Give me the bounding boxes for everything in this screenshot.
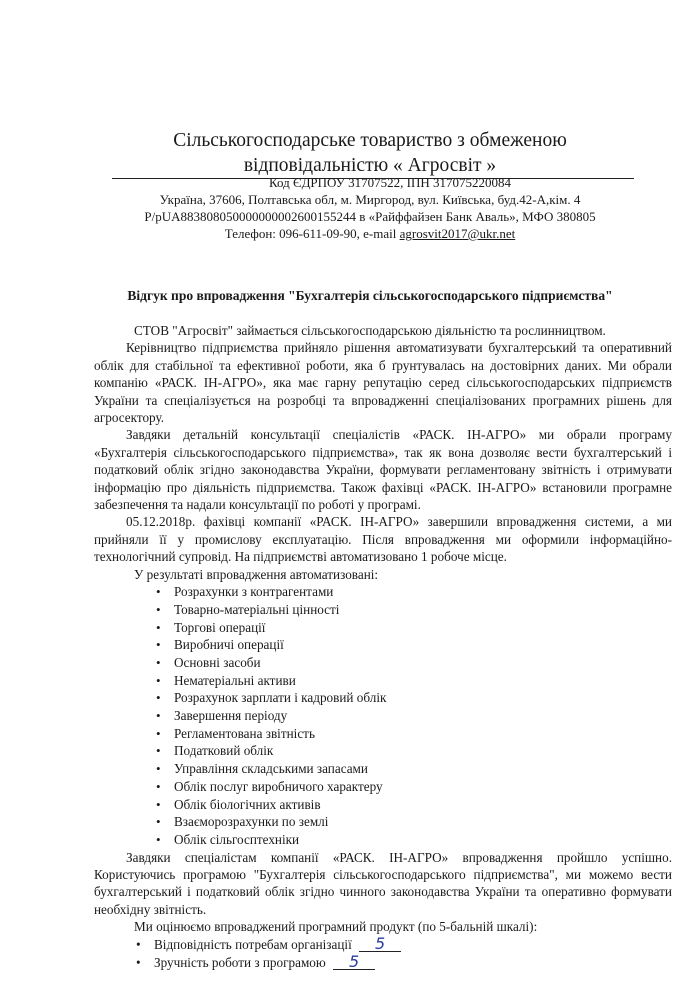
letter-body xyxy=(94,322,672,972)
company-contacts xyxy=(100,225,640,242)
list-item: • Основні засоби xyxy=(156,654,672,672)
company-name xyxy=(110,128,630,178)
ratings-list xyxy=(94,933,672,972)
company-address: Україна, 37606, Полтавська обл, м. Миргород, вул. Київська, буд.42-А,кім. 4 xyxy=(159,192,581,207)
list-item: • Взаєморозрахунки по землі xyxy=(156,813,672,831)
rating-score: 5 xyxy=(333,955,375,970)
paragraph-automated-heading: У результаті впровадження автоматизовані: xyxy=(134,566,379,582)
company-email: agrosvit2017@ukr.net xyxy=(399,226,516,241)
list-item: • Облік послуг виробничого характеру xyxy=(156,778,672,796)
paragraph-decision: Керівництво підприємства прийняло рішення автоматизувати бухгалтерський та оперативний облік для стабільної та ефективної роботи, яка б ґрунтувалась на достовірних даних. Ми обрали компанію «РАСК. ІН-АГРО», яка має гарну репутацію серед сільськогосподарських підприємств України та спеціалізується на розробці та впровадженні спеціалізованих програмних рішень для агросектору. xyxy=(94,340,672,426)
rating-label: Зручність роботи з програмою xyxy=(154,954,326,970)
company-name-line1: Сільськогосподарське товариство з обмеженою xyxy=(173,130,567,151)
paragraph-rating-heading: Ми оцінюємо впроваджений програмний продукт (по 5-бальній шкалі): xyxy=(134,919,538,935)
list-item: • Торгові операції xyxy=(156,619,672,637)
document-title: Відгук про впровадження "Бухгалтерія сільськогосподарського підприємства" xyxy=(127,288,613,303)
company-phone: Телефон: 096-611-09-90, e-mail xyxy=(224,226,397,241)
rating-item xyxy=(136,951,672,972)
paragraph-implementation: 05.12.2018р. фахівці компанії «РАСК. ІН-АГРО» завершили впровадження системи, а ми прийняли її у промислову експлуатацію. Після впровадження ми оформили інформаційно-технологічний супровід. На підприємстві автоматизовано 1 робоче місце. xyxy=(94,514,672,565)
company-codes: Код ЄДРПОУ 31707522, ІПН 317075220084 xyxy=(268,175,512,190)
rating-item xyxy=(136,933,672,954)
list-item: • Нематеріальні активи xyxy=(156,672,672,690)
list-item: • Товарно-матеріальні цінності xyxy=(156,601,672,619)
list-item: • Облік сільгосптехніки xyxy=(156,831,672,849)
list-item: • Завершення періоду xyxy=(156,707,672,725)
list-item: • Розрахунки з контрагентами xyxy=(156,583,672,601)
company-bank: Р/рUA883808050000000002600155244 в «Райффайзен Банк Аваль», МФО 380805 xyxy=(144,209,596,224)
paragraph-consultation: Завдяки детальній консультації спеціалістів «РАСК. ІН-АГРО» ми обрали програму «Бухгалтерія сільськогосподарського підприємства», так як вона дозволяє вести бухгалтерський і податковий облік згідно законодавства України, формувати регламентовану звітність і отримувати інформацію про діяльність підприємства. Також фахівці «РАСК. ІН-АГРО» встановили програмне забезпечення та надали консультації по роботі у програмі. xyxy=(94,427,672,513)
list-item: • Управління складськими запасами xyxy=(156,760,672,778)
list-item: • Розрахунок зарплати і кадровий облік xyxy=(156,689,672,707)
list-item: • Податковий облік xyxy=(156,742,672,760)
paragraph-intro: СТОВ "Агросвіт" займається сільськогосподарською діяльністю та рослинництвом. xyxy=(134,323,606,338)
rating-label: Відповідність потребам організації xyxy=(154,936,352,952)
rating-score: 5 xyxy=(359,937,401,952)
list-item: • Виробничі операції xyxy=(156,636,672,654)
company-requisites xyxy=(100,174,640,242)
list-item: • Регламентована звітність xyxy=(156,725,672,743)
automated-modules-list xyxy=(94,583,672,849)
list-item: • Облік біологічних активів xyxy=(156,796,672,814)
company-name-line2: відповідальністю « Агросвіт » xyxy=(243,155,497,176)
paragraph-conclusion: Завдяки спеціалістам компанії «РАСК. ІН-АГРО» впровадження пройшло успішно. Користуючись програмою "Бухгалтерія сільськогосподарського підприємства", ми можемо вести бухгалтерський і податковий облік згідно чинного законодавства України та оперативно формувати необхідну звітність. xyxy=(94,849,672,917)
